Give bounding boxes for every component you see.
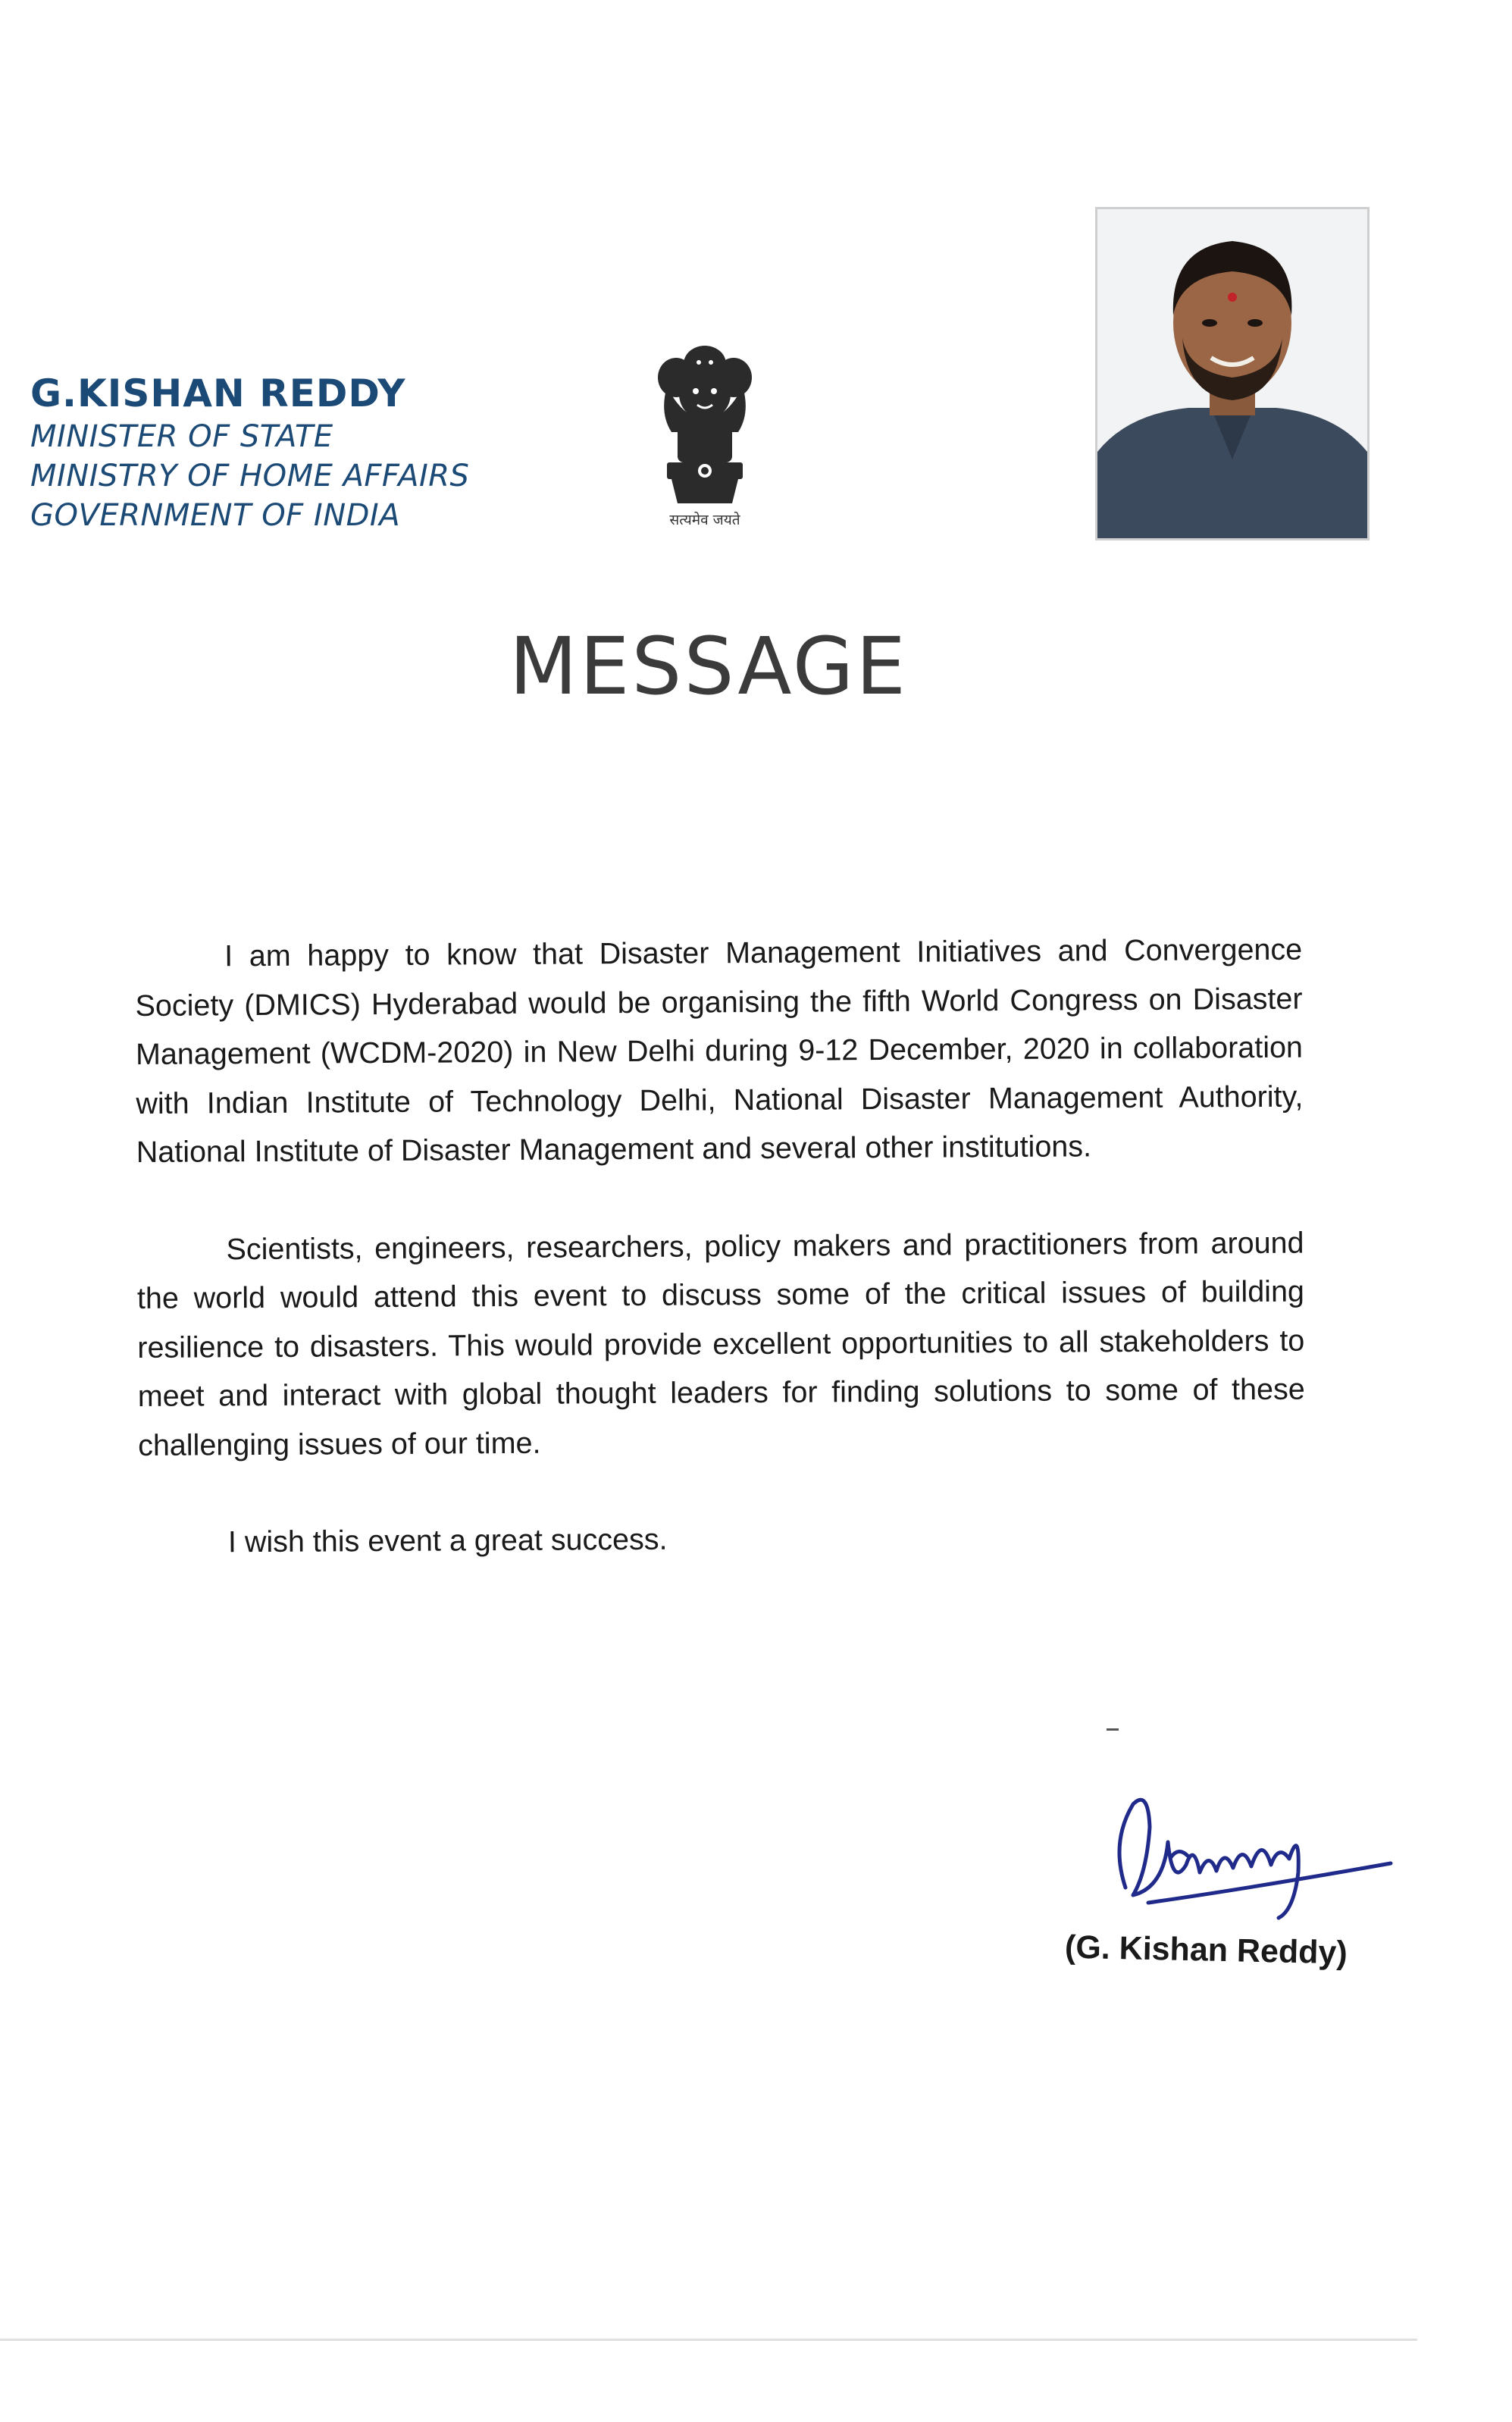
letter-paragraph-3: I wish this event a great success. [227, 1522, 668, 1559]
emblem-motto: सत्यमेव जयते [669, 512, 740, 528]
minister-title-line-1: MINISTER OF STATE [30, 419, 333, 454]
minister-title-line-2: MINISTRY OF HOME AFFAIRS [30, 459, 470, 493]
signatory-name: (G. Kishan Reddy) [1064, 1929, 1348, 1972]
minister-photo [1095, 207, 1370, 540]
minister-name: G.KISHAN REDDY [30, 371, 406, 415]
handwritten-signature [1103, 1774, 1406, 1925]
ink-speck [1107, 1728, 1119, 1731]
letter-body [135, 926, 1306, 1616]
national-emblem-icon [644, 341, 765, 538]
minister-details [30, 370, 576, 535]
footer-divider [0, 2339, 1417, 2341]
minister-title-line-3: GOVERNMENT OF INDIA [30, 498, 401, 533]
letter-paragraph-2: Scientists, engineers, researchers, policy makers and practitioners from around the world would attend this event to discuss some of the critical issues of building resilience to disasters. This would provide excellent opportunities to all stakeholders to meet and interact with global thought leaders for finding solutions to some of these challenging issues of our time. [136, 1226, 1305, 1462]
portrait-image [1097, 209, 1367, 538]
message-heading: MESSAGE [509, 620, 909, 713]
letter-paragraph-1: I am happy to know that Disaster Management Initiatives and Convergence Society (DMICS) Hyderabad would be organising the fifth World Congress on Disaster Management (WCDM-2020) in New Delhi during 9-12 December, 2020 in collaboration with Indian Institute of Technology Delhi, National Disaster Management Authority, National Institute of Disaster Management and several other institutions. [135, 932, 1304, 1169]
